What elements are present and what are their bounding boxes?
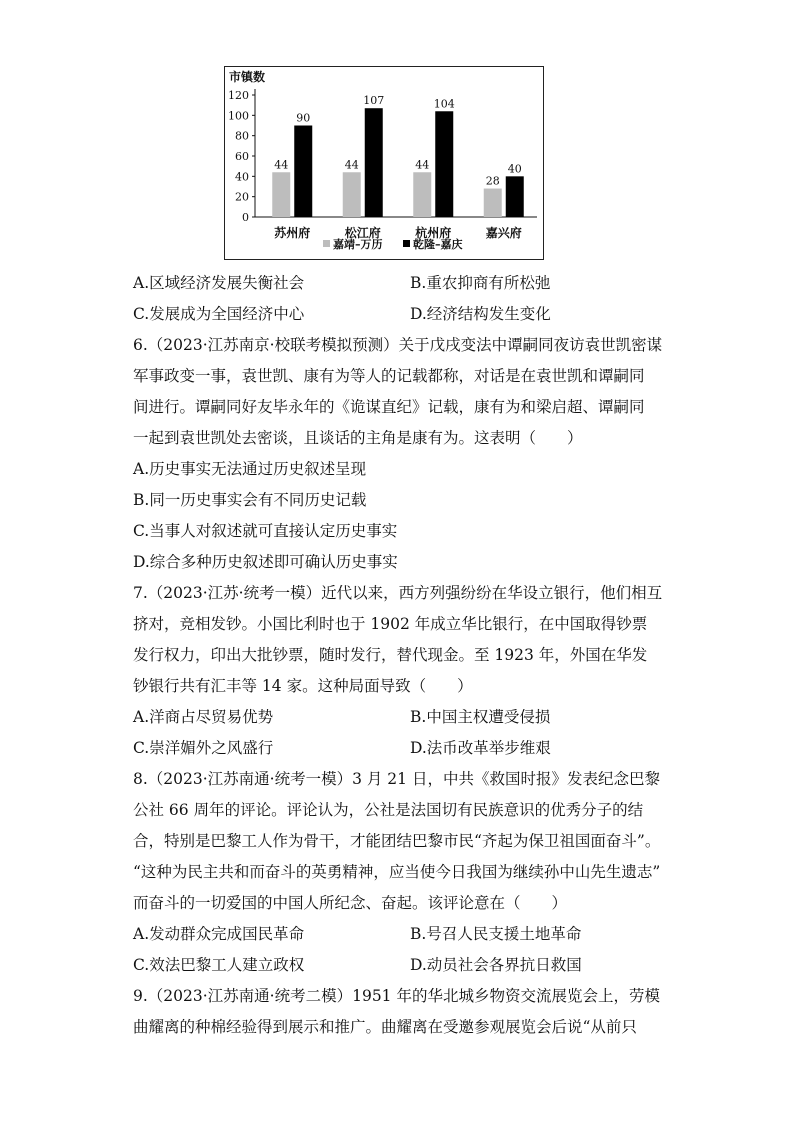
- question-8: [133, 764, 673, 981]
- question-7: [133, 578, 673, 764]
- y-tick-label: 120: [228, 89, 249, 102]
- bar: [272, 172, 290, 217]
- q8-option-a: A.发动群众完成国民革命: [133, 925, 305, 943]
- q7-stem-line: 7.（2023·江苏·统考一模）近代以来，西方列强纷纷在华设立银行，他们相互: [133, 584, 663, 602]
- q8-stem-line: 合，特别是巴黎工人作为骨干，才能团结巴黎市民“齐起为保卫祖国面奋斗”。: [133, 832, 661, 850]
- q8-stem-line: 8.（2023·江苏南通·统考一模）3 月 21 日，中共《救国时报》发表纪念巴黎: [133, 770, 660, 788]
- q7-option-a: A.洋商占尽贸易优势: [133, 708, 274, 726]
- bar: [365, 108, 383, 217]
- bar: [506, 176, 524, 217]
- bar-value-label: 40: [507, 162, 522, 176]
- y-tick-label: 0: [242, 211, 249, 224]
- x-tick-label: 苏州府: [274, 226, 311, 240]
- q8-stem-line: 而奋斗的一切爱国的中国人所纪念、奋起。该评论意在（ ）: [133, 894, 568, 912]
- bar: [413, 172, 431, 217]
- bar: [343, 172, 361, 217]
- q8-option-c: C.效法巴黎工人建立政权: [133, 956, 305, 974]
- bar: [294, 126, 312, 218]
- q8-stem-line: “这种为民主共和而奋斗的英勇精神，应当使今日我国为继续孙中山先生遗志”: [133, 863, 661, 881]
- legend-label: 乾隆–嘉庆: [413, 238, 463, 251]
- q7-option-c: C.崇洋媚外之风盛行: [133, 739, 274, 757]
- question-5-options: [133, 268, 673, 330]
- q6-option-a: A.历史事实无法通过历史叙述呈现: [133, 460, 367, 478]
- y-tick-label: 100: [228, 109, 249, 123]
- legend-swatch: [323, 240, 330, 247]
- q5-option-b: B.重农抑商有所松弛: [410, 274, 551, 292]
- q6-stem-line: 军事政变一事，袁世凯、康有为等人的记载都称，对话是在袁世凯和谭嗣同: [133, 367, 645, 385]
- q8-option-d: D.动员社会各界抗日救国: [410, 956, 582, 974]
- q7-option-d: D.法币改革举步维艰: [410, 739, 551, 757]
- y-tick-label: 80: [235, 129, 249, 143]
- q9-stem-line: 9.（2023·江苏南通·统考二模）1951 年的华北城乡物资交流展览会上，劳模: [133, 987, 660, 1005]
- q7-stem-line: 钞银行共有汇丰等 14 家。这种局面导致（ ）: [133, 677, 473, 695]
- q6-stem-line: 6.（2023·江苏南京·校联考模拟预测）关于戊戌变法中谭嗣同夜访袁世凯密谋: [133, 336, 663, 354]
- q5-option-a: A.区域经济发展失衡社会: [133, 274, 305, 292]
- bar-chart: [224, 66, 544, 260]
- x-tick-label: 松江府: [344, 226, 381, 240]
- y-axis-label: 市镇数: [229, 70, 266, 84]
- q6-option-d: D.综合多种历史叙述即可确认历史事实: [133, 553, 398, 571]
- q6-option-b: B.同一历史事实会有不同历史记载: [133, 491, 367, 509]
- q5-option-c: C.发展成为全国经济中心: [133, 305, 305, 323]
- q7-stem-line: 挤对，竞相发钞。小国比利时也于 1902 年成立华比银行，在中国取得钞票: [133, 615, 648, 633]
- legend-swatch: [403, 240, 410, 247]
- bar-value-label: 107: [363, 94, 385, 108]
- q5-option-d: D.经济结构发生变化: [410, 305, 551, 323]
- bar-value-label: 90: [296, 111, 311, 125]
- q9-stem-line: 曲耀离的种棉经验得到展示和推广。曲耀离在受邀参观展览会后说“从前只: [133, 1018, 637, 1036]
- q6-option-c: C.当事人对叙述就可直接认定历史事实: [133, 522, 398, 540]
- q6-stem-line: 一起到袁世凯处去密谈，且谈话的主角是康有为。这表明（ ）: [133, 429, 583, 447]
- bar: [484, 189, 502, 217]
- q6-stem-line: 间进行。谭嗣同好友毕永年的《诡谋直纪》记载，康有为和梁启超、谭嗣同: [133, 398, 645, 416]
- x-tick-label: 嘉兴府: [485, 226, 522, 240]
- bar-value-label: 44: [274, 158, 289, 172]
- y-tick-label: 20: [235, 190, 249, 204]
- legend-label: 嘉靖–万历: [333, 238, 383, 251]
- q8-option-b: B.号召人民支援土地革命: [410, 925, 582, 943]
- x-tick-label: 杭州府: [415, 226, 452, 240]
- q7-stem-line: 发行权力，印出大批钞票，随时发行，替代现金。至 1923 年，外国在华发: [133, 646, 648, 664]
- bar-value-label: 104: [433, 97, 455, 111]
- y-tick-label: 60: [235, 150, 249, 163]
- q8-stem-line: 公社 66 周年的评论。评论认为，公社是法国切有民族意识的优秀分子的结: [133, 801, 644, 819]
- bar-value-label: 44: [415, 158, 430, 172]
- q7-option-b: B.中国主权遭受侵损: [410, 708, 551, 726]
- chart-canvas: [225, 67, 545, 261]
- question-9: [133, 981, 673, 1043]
- question-6: [133, 330, 673, 578]
- bar: [435, 111, 453, 217]
- bar-value-label: 44: [344, 158, 359, 172]
- y-tick-label: 40: [235, 170, 249, 184]
- bar-value-label: 28: [485, 174, 500, 188]
